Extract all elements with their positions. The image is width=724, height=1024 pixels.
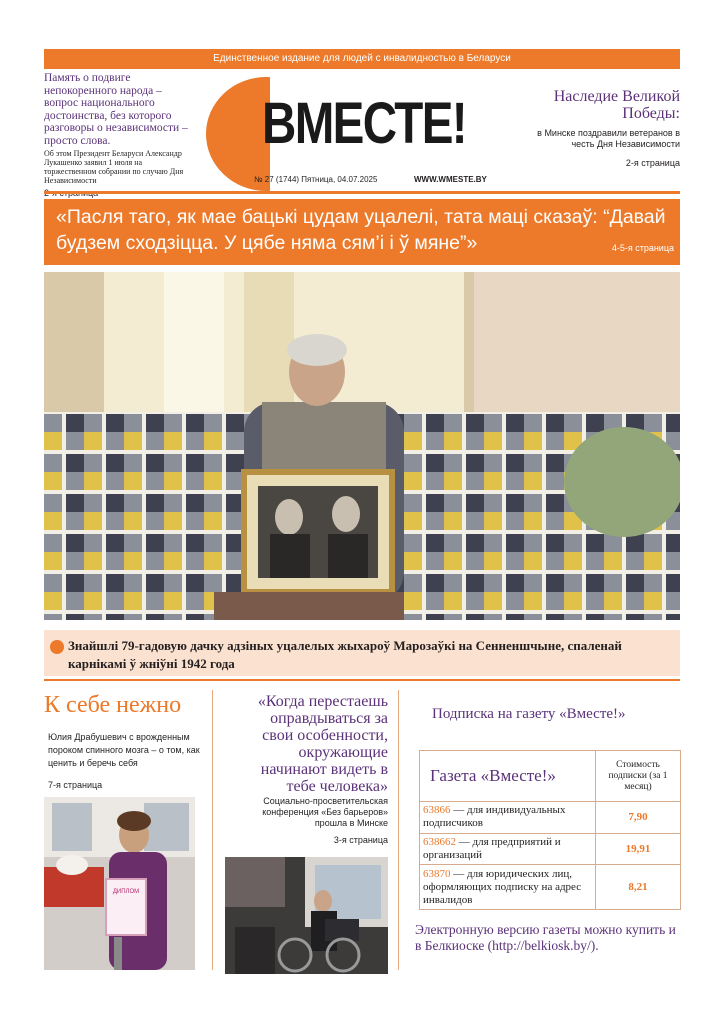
subscription-desc	[420, 865, 596, 910]
logo-half-circle	[202, 77, 270, 191]
subscription-desc-text: — для индивидуальных подписчиков	[423, 804, 566, 830]
table-row	[420, 833, 681, 865]
left-column-page[interactable]: 7-я страница	[48, 780, 103, 790]
column-rule-2	[398, 690, 399, 970]
newspaper-logo[interactable]: ВМЕСТЕ!	[262, 91, 466, 156]
subscription-table	[419, 750, 681, 910]
right-teaser-body: в Минске поздравили ветеранов в честь Дня Независимости	[537, 128, 680, 149]
headline-page: 4-5-я страница	[611, 243, 674, 253]
site-link[interactable]: WWW.WMESTE.BY	[414, 175, 487, 184]
middle-column-text: Социально-просветительская конференция «Без барьеров» прошла в Минске	[262, 796, 388, 828]
right-teaser-page[interactable]: 2-я страница	[625, 158, 680, 168]
table-row	[420, 802, 681, 834]
table-row	[420, 865, 681, 910]
subscription-price: 19,91	[596, 833, 681, 865]
subscription-code: 63866	[423, 804, 451, 817]
left-teaser[interactable]	[44, 72, 194, 198]
subscription-note[interactable]: Электронную версию газеты можно купить и в Белкиоске (http://belkiosk.by/).	[415, 922, 676, 953]
table-row	[420, 751, 681, 802]
photo-caption-bar[interactable]	[44, 630, 680, 676]
subscription-desc-text: — для юридических лиц, оформляющих подписку на адрес инвалидов	[423, 867, 582, 906]
headline-box[interactable]	[44, 199, 680, 265]
masthead-rule	[44, 191, 680, 194]
subscription-title[interactable]: Подписка на газету «Вместе!»	[432, 706, 626, 722]
price-header: Стоимость подписки (за 1 месяц)	[596, 751, 681, 802]
right-teaser-headline[interactable]: Наследие Великой Победы:	[553, 88, 680, 122]
middle-column-quote[interactable]: «Когда перестаешь оправдываться за свои особенности, окружающие начинают видеть в тебе человека»	[257, 693, 388, 795]
subscription-table-title: Газета «Вместе!»	[420, 751, 596, 802]
bullet-dot-icon	[50, 640, 64, 654]
left-teaser-body: Об этом Президент Беларуси Александр Лукашенко заявил 1 июля на торжественном собрании по случаю Дня Независимости	[44, 149, 184, 185]
subscription-code: 63870	[423, 867, 451, 880]
middle-column-photo	[225, 857, 388, 974]
headline-quote[interactable]: «Пасля таго, як мае бацькі цудам уцалелі, тата маці сказаў: “Давай будзем сходзіцца. У цябе няма сям’і і ў мяне”»	[56, 206, 666, 254]
top-band: Единственное издание для людей с инвалидностью в Беларуси	[44, 49, 680, 69]
right-teaser[interactable]	[530, 88, 680, 168]
middle-column-page[interactable]: 3-я страница	[333, 835, 388, 845]
column-rule-1	[212, 690, 213, 970]
section-divider	[44, 679, 680, 681]
left-column-title[interactable]: К себе нежно	[44, 692, 182, 718]
photo-caption[interactable]: Знайшлі 79-гадовую дачку адзіных уцалелых жыхароў Марозаўкі на Сенненшчыне, спаленай карнікамі ў жніўні 1942 года	[68, 638, 622, 671]
main-photo	[44, 272, 680, 620]
subscription-desc	[420, 802, 596, 834]
left-teaser-headline[interactable]: Память о подвиге непокоренного народа – вопрос национального достоинства, без которого разговоры о независимости – просто слова.	[44, 72, 188, 147]
subscription-price: 8,21	[596, 865, 681, 910]
subscription-code: 638662	[423, 835, 456, 848]
subscription-desc	[420, 833, 596, 865]
subscription-desc-text: — для предприятий и организаций	[423, 835, 561, 861]
left-column-photo	[44, 797, 195, 970]
diploma-word: ДИПЛОМ	[112, 889, 140, 895]
subscription-price: 7,90	[596, 802, 681, 834]
issue-line: № 27 (1744) Пятница, 04.07.2025	[254, 175, 378, 184]
left-column-text: Юлия Драбушевич с врожденным пороком спинного мозга – о том, как ценить и беречь себя	[48, 732, 200, 768]
